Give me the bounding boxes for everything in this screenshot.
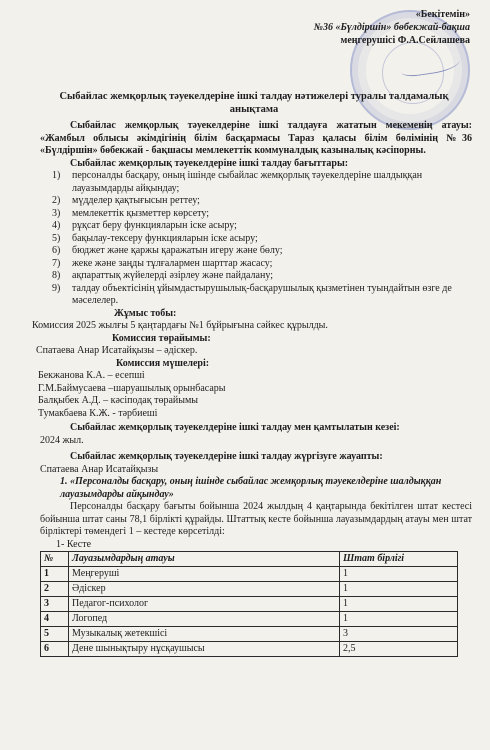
- section1-text: Персоналды басқару бағыты бойынша 2024 жылдың 4 қаңтарында бекітілген штат кестесі бойынша штат саны 78,1 бірлікті құрайды. Штаттық кесте бойынша лауазымдардың атауы мен штат бірліктері төмендегі 1 – кестеде көрсетілді:: [40, 501, 472, 537]
- direction-number: 9): [52, 282, 61, 294]
- commission-member: Тумакбаева К.Ж. - тәрбиеші: [38, 407, 158, 419]
- document-title: Сыбайлас жемқорлық тәуекелдеріне ішкі талдау нәтижелері туралы талдамалық анықтама: [59, 91, 449, 115]
- members-list: [38, 370, 472, 420]
- approval-line-1: «Бекітемін»: [415, 9, 470, 20]
- table-row: [41, 627, 458, 642]
- members-label: Комиссия мүшелері:: [116, 357, 210, 369]
- period-label: Сыбайлас жемқорлық тәуекелдеріне ішкі талдау мен қамтылатын кезеі:: [70, 422, 400, 433]
- direction-item: [52, 258, 472, 271]
- direction-number: 2): [52, 195, 61, 206]
- direction-item: [52, 283, 472, 308]
- direction-text: талдау объектісінің ұйымдастырушылық-басқарушылық қызметінен туындайтын өзге де мәселелер.: [72, 282, 452, 306]
- direction-number: 5): [52, 232, 61, 244]
- direction-number: 4): [52, 220, 61, 231]
- table-row: [41, 642, 458, 657]
- direction-number: 7): [52, 257, 61, 269]
- document-body: [32, 120, 472, 657]
- direction-text: ақпараттық жүйелерді әзірлеу және пайдалану;: [72, 270, 273, 281]
- commission-text: Комиссия 2025 жылғы 5 қаңтардағы №1 бұйрығына сәйкес құрылды.: [32, 320, 328, 331]
- table-cell-count: 3: [340, 627, 458, 642]
- table-cell-count: 1: [340, 567, 458, 582]
- direction-number: 1): [52, 170, 61, 181]
- table-header-count: Штат бірлігі: [340, 552, 458, 567]
- directions-list: [52, 170, 472, 308]
- direction-text: мүдделер қақтығысын реттеу;: [72, 195, 200, 206]
- commission-member: Балқыбек А.Д. – кәсіподақ төрайымы: [38, 395, 199, 406]
- approval-line-3: меңгерушісі Ф.А.Сейлашева: [340, 35, 470, 46]
- direction-item: [52, 170, 472, 195]
- table-row: [41, 567, 458, 582]
- direction-text: персоналды басқару, оның ішінде сыбайлас жемқорлық тәуекелдеріне шалдыққан лауазымдарды айқындау;: [72, 170, 423, 194]
- staff-table: [40, 551, 458, 657]
- direction-number: 8): [52, 270, 61, 281]
- table-cell-count: 2,5: [340, 642, 458, 657]
- table-cell-position: Логопед: [69, 612, 340, 627]
- approval-line-2: №36 «Бүлдіршін» бөбекжай-бақша: [313, 22, 470, 33]
- table-row: [41, 597, 458, 612]
- table-cell-position: Меңгеруші: [69, 567, 340, 582]
- approval-header: [240, 8, 470, 47]
- direction-item: [52, 245, 472, 258]
- table-cell-count: 1: [340, 582, 458, 597]
- section1-title: 1. «Персоналды басқару, оның ішінде сыбайлас жемқорлық тәуекелдеріне шалдыққан лауазымдарды айқындау»: [60, 476, 442, 500]
- table-row: [41, 582, 458, 597]
- direction-text: рұқсат беру функцияларын іске асыру;: [72, 220, 237, 231]
- directions-heading: Сыбайлас жемқорлық тәуекелдеріне ішкі талдау бағыттары:: [70, 157, 349, 169]
- table-cell-num: 6: [41, 642, 69, 657]
- table-cell-position: Педагог-психолог: [69, 597, 340, 612]
- responsible-value: Спатаева Анар Исатайқызы: [40, 463, 159, 475]
- direction-item: [52, 195, 472, 208]
- intro-text: Сыбайлас жемқорлық тәуекелдеріне ішкі талдауға жататын мекеменің атауы: «Жамбыл облысы әкімдігінің білім басқармасы Тараз қаласы білім бөлімінің №36 «Бүлдіршін» бөбекжай - бақшасы мемлекеттік коммуналдық казыналық кәсіпорны.: [40, 120, 472, 156]
- direction-number: 6): [52, 245, 61, 256]
- chair-name: Спатаева Анар Исатайқызы – әдіскер.: [36, 345, 198, 356]
- direction-item: [52, 233, 472, 246]
- direction-number: 3): [52, 207, 61, 219]
- work-group-label: Жұмыс тобы:: [114, 307, 177, 319]
- period-value: 2024 жыл.: [40, 434, 84, 446]
- table-cell-position: Дене шынықтыру нұсқаушысы: [69, 642, 340, 657]
- table-cell-position: Әдіскер: [69, 582, 340, 597]
- table-cell-position: Музыкалық жетекшісі: [69, 627, 340, 642]
- table-caption: 1- Кесте: [56, 538, 92, 550]
- table-header-row: [41, 552, 458, 567]
- commission-member: Г.М.Баймусаева –шаруашылық орынбасары: [38, 382, 226, 394]
- direction-text: бюджет және қаржы қаражатын игеру және бөлу;: [72, 245, 283, 256]
- table-cell-num: 5: [41, 627, 69, 642]
- table-cell-count: 1: [340, 597, 458, 612]
- direction-text: жеке және заңды тұлғалармен шарттар жасасу;: [72, 257, 273, 269]
- table-row: [41, 612, 458, 627]
- table-cell-num: 4: [41, 612, 69, 627]
- table-header-num: №: [41, 552, 69, 567]
- direction-item: [52, 208, 472, 221]
- commission-member: Бекжанова К.А. – есепші: [38, 370, 145, 381]
- table-cell-num: 1: [41, 567, 69, 582]
- responsible-label: Сыбайлас жемқорлық тәуекелдеріне ішкі талдау жүргізуге жауапты:: [70, 451, 383, 462]
- chair-label: Комиссия төрайымы:: [112, 332, 211, 344]
- intro-paragraph: [40, 120, 472, 158]
- table-cell-num: 2: [41, 582, 69, 597]
- direction-item: [52, 220, 472, 233]
- table-cell-num: 3: [41, 597, 69, 612]
- direction-text: бақылау-тексеру функцияларын іске асыру;: [72, 232, 258, 244]
- table-cell-count: 1: [340, 612, 458, 627]
- direction-text: мемлекеттік қызметтер көрсету;: [72, 207, 210, 219]
- table-header-position: Лауазымдардың атауы: [69, 552, 340, 567]
- direction-item: [52, 270, 472, 283]
